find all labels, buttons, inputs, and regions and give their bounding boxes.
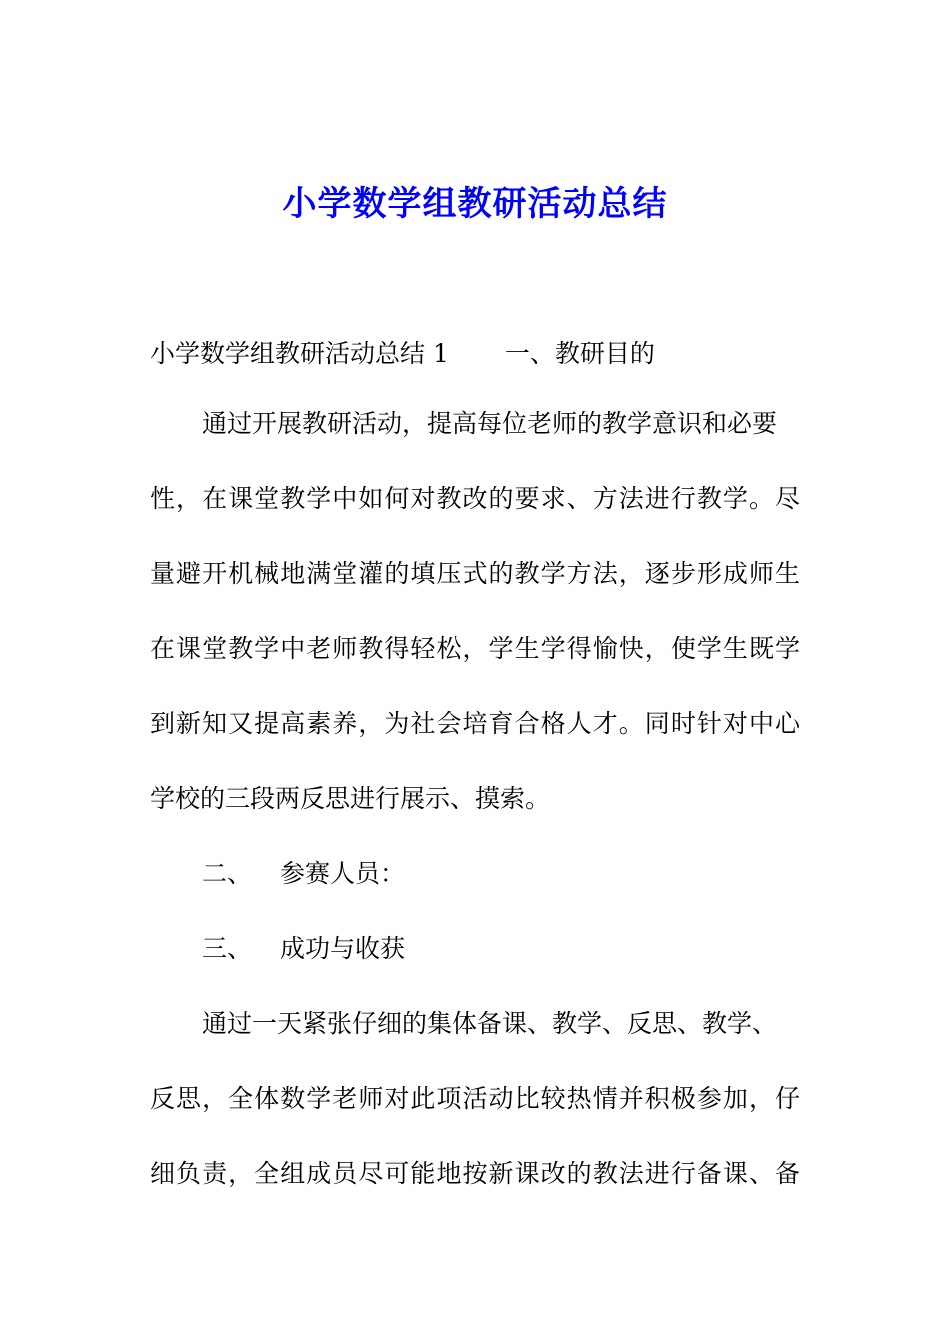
summary-label: 小学数学组教研活动总结 1	[150, 339, 449, 368]
paragraph-line: 到新知又提高素养，为社会培育合格人才。同时针对中心	[150, 709, 800, 738]
document-title: 小学数学组教研活动总结	[282, 184, 668, 224]
paragraph-line: 细负责，全组成员尽可能地按新课改的教法进行备课、备	[150, 1159, 800, 1188]
paragraph-line: 通过开展教研活动，提高每位老师的教学意识和必要	[202, 409, 778, 438]
paragraph-line: 量避开机械地满堂灌的填压式的教学方法，逐步形成师生	[150, 559, 800, 588]
section-text: 参赛人员：	[280, 859, 406, 888]
paragraph-line: 性，在课堂教学中如何对教改的要求、方法进行教学。尽	[150, 484, 800, 513]
heading-line	[150, 336, 800, 372]
section-number: 三、	[202, 934, 253, 963]
paragraph-line: 通过一天紧张仔细的集体备课、教学、反思、教学、	[202, 1009, 778, 1038]
paragraph-line: 学校的三段两反思进行展示、摸索。	[150, 784, 551, 813]
paragraph-line: 反思，全体数学老师对此项活动比较热情并积极参加，仔	[150, 1084, 800, 1113]
section-heading-3	[202, 931, 852, 967]
section-text: 成功与收获	[280, 934, 406, 963]
paragraph-line: 在课堂教学中老师教得轻松，学生学得愉快，使学生既学	[150, 634, 800, 663]
section-heading-1: 一、教研目的	[504, 339, 655, 368]
section-heading-2	[202, 856, 852, 892]
section-number: 二、	[202, 859, 253, 888]
